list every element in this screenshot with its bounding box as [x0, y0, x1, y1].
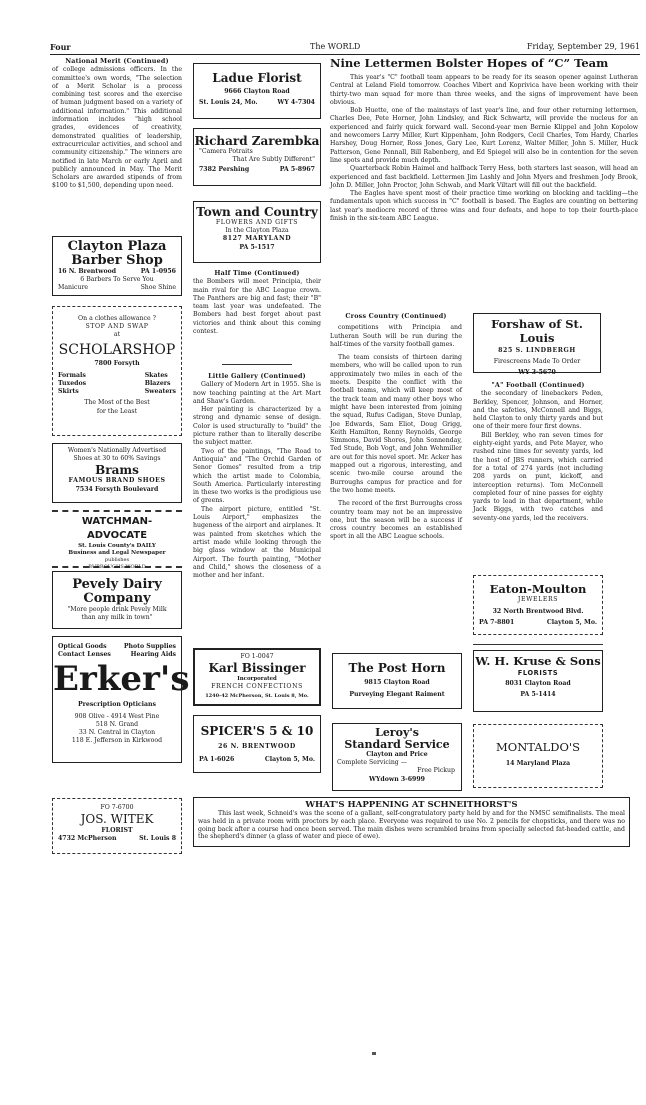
little-gallery-article	[193, 372, 321, 580]
ad-tagline-2: for the Least	[96, 407, 138, 415]
ad-richard-zarembka	[193, 128, 321, 186]
ad-line: Business and Legal Newspaper	[68, 550, 166, 556]
ad-line: Women's Nationally Advertised	[67, 447, 167, 454]
ad-name-2: Standard Service	[344, 738, 450, 751]
schneithorst-box	[193, 797, 630, 847]
paragraph: Her painting is characterized by a strong and dynamic sense of design. Color is used structurally to "build" the picture rather than to literally describe the subject matter.	[193, 406, 321, 447]
ad-name: Erker's	[53, 659, 190, 700]
ad-sub: FLOWERS AND GIFTS	[215, 219, 299, 226]
ad-phone: FO 1-0047	[240, 653, 274, 660]
paragraph: Gallery of Modern Art in 1955. She is now teaching painting at the Art Mart and Shaw's Garden.	[193, 381, 321, 405]
ad-sub: JEWELERS	[517, 596, 559, 603]
paragraph: This year's "C" football team appears to be ready for its season opener against Lutheran Central at Leland Field tomorrow. Coaches Vibert and Koprivica have been working with their thirty-two man squad for more than three weeks, and the signs of improvement have been obvious.	[330, 74, 638, 106]
ad-address: 7800 Forsyth	[94, 359, 140, 367]
ad-tagline-2: That Are Subtly Different"	[232, 156, 315, 164]
ad-wh-kruse	[473, 650, 603, 712]
ad-line: BURROUGHS WORLD	[88, 564, 146, 570]
paragraph: The airport picture, entitled "St. Louis Airport," emphasizes the hugeness of the airport and airplanes. It was painted from sketches which the artist made while looking through the big glass window at the Municipal Airport. The fourth painting, "Mother and Child," shows the closeness of a mother and her infant.	[193, 505, 321, 580]
ad-service-left: Manicure	[58, 284, 89, 292]
ad-address: 32 North Brentwood Blvd.	[492, 608, 584, 616]
ad-address: 825 S. LINDBERGH	[498, 347, 576, 354]
article-body	[473, 390, 603, 523]
ad-name: Forshaw of St. Louis	[491, 317, 583, 345]
ad-address: 518 N. Grand	[95, 720, 139, 728]
ad-item: Skates	[144, 371, 168, 379]
ad-name: Leroy's	[375, 726, 419, 739]
ad-name: The Post Horn	[348, 661, 446, 675]
ad-phone: PA 5-1517	[239, 243, 275, 251]
ad-name: Brams	[95, 463, 139, 478]
ad-service-right: Shoe Shine	[140, 284, 176, 292]
ad-tagline: "More people drink Pevely Milk	[67, 606, 167, 613]
ad-line: STOP AND SWAP	[85, 323, 149, 331]
ad-name: Town and Country	[196, 205, 318, 219]
ad-jos-witek	[52, 798, 182, 854]
ad-address: 9815 Clayton Road	[364, 679, 430, 686]
ad-item: Blazers	[144, 380, 171, 388]
ad-name: W. H. Kruse & Sons	[475, 654, 601, 668]
article-body	[193, 381, 321, 580]
article-body: of college admissions officers. In the committee's own words, "The selection of a Merit Scholar is a process combining test scores and the exercise of human judgment based on a variety of additional information." This additional information includes "high school grades, evidences of creativity, demonstrated qualities of leadership, extracurricular activities, and school and community citizenship." The winners are notified in late March or early April and publicly announced in May. The Merit Scholars are awarded stipends of from $100 to $1,500, depending upon need.	[52, 66, 182, 190]
divider	[222, 364, 292, 365]
ad-karl-bissinger	[193, 648, 321, 706]
ad-city: St. Louis 8	[139, 835, 176, 843]
ad-line: Clayton and Price	[366, 751, 428, 758]
ad-address: 8127 MARYLAND	[222, 235, 292, 243]
ad-phone: PA 1-6026	[199, 756, 235, 764]
divider	[473, 644, 603, 645]
paragraph: The team consists of thirteen daring members, who will be called upon to run approximately two miles in each of the meets. Despite the conflict with the football teams, which will keep most of the track team and many other boys who might have been interested from joining the squad, Rufus Cadigan, Steve Dunlap, Joe Edwards, Sam Eliot, Doug Grigg, Keith Hamilton, Renny Reynolds, George Simmons, David Shores, John Sonnenday, Ted Stude, Bob Vogt, and John Wehmiller are out for this novel sport. Mr. Acker has mapped out a rigorous, interesting, and scenic two-mile course around the Burroughs campus for practice and for the two home meets.	[330, 354, 462, 494]
ad-line: St. Louis County's DAILY	[78, 543, 156, 549]
article-body: This last week, Schneid's was the scene of a gallant, self-congratulatory party held by and for the NMSC semifinalists. The meal was held in a private room with proctors by each place. Everyone was required to use No. 2 pencils for chopsticks, and there was no going back after a course had once been served. The main dishes were scrambled brains from specially selected fat-headed cattle, and the shepherd's dinner (a glass of water and piece of ewe).	[198, 810, 625, 841]
ad-line: In the Clayton Plaza	[225, 227, 289, 235]
ad-leroys	[332, 723, 462, 791]
ad-eaton-moulton	[473, 575, 603, 635]
ad-ladue-florist	[193, 63, 321, 119]
ad-address: 33 N. Central in Clayton	[78, 729, 156, 737]
ad-name-2: Company	[83, 591, 151, 606]
issue-date: Friday, September 29, 1961	[526, 42, 640, 51]
article-title: Half Time (Continued)	[214, 269, 300, 277]
paragraph: competitions with Principia and Lutheran South will be run during the half-times of the varsity football games.	[330, 324, 462, 348]
ad-phone: PA 5-8967	[279, 166, 315, 174]
ad-line: publishes	[104, 557, 130, 563]
national-merit-article	[52, 57, 182, 191]
paragraph: the secondary of linebackers Peden, Berkley, Spencer, Johnson, and Horner, and the safeties, McConnell and Biggs, held Clayton to only thirty yards and but one of their mere four first downs.	[473, 390, 603, 431]
ad-address: 14 Maryland Plaza	[505, 760, 571, 767]
article-title: Cross Country (Continued)	[345, 312, 447, 320]
ad-name: WATCHMAN-ADVOCATE	[81, 516, 153, 541]
paragraph: The record of the first Burroughs cross country team may not be an impressive one, but the season will be a success if cross country becomes an established sport in all the ABC League schools.	[330, 500, 462, 541]
ad-sub: FRENCH CONFECTIONS	[211, 683, 303, 691]
ad-post-horn	[332, 653, 462, 709]
ad-scholarshop	[52, 306, 182, 436]
ad-items-left	[58, 372, 86, 397]
ad-address: 7534 Forsyth Boulevard	[75, 485, 159, 493]
paragraph: Bill Berkley, who ran seven times for eighty-eight yards, and Pete Mayer, who rushed nine times for seventy yards, led the host of JBS runners, which carried for a total of 274 yards (not including 208 yards on punt, kickoff, and interception returns). Tom McConnell completed four of nine passes for eighty yards to lead in that department, while Jack Biggs, with two catches and seventy-one yards, led the receivers.	[473, 431, 603, 522]
cross-country-article	[330, 312, 462, 542]
article-title: "A" Football (Continued)	[491, 381, 585, 389]
ad-tagline: Purveying Elegant Raiment	[349, 691, 445, 699]
ad-phone: WY 4-7304	[277, 99, 315, 107]
ad-sub: FAMOUS BRAND SHOES	[68, 477, 166, 485]
ad-name: SPICER'S 5 & 10	[200, 724, 314, 738]
ad-tagline: "Camera Potraits	[199, 148, 253, 155]
ad-montaldos	[473, 724, 603, 788]
ad-address: 7382 Pershing	[199, 166, 250, 174]
ad-name-2: Barber Shop	[71, 253, 163, 268]
ad-line: at	[113, 331, 121, 339]
article-headline: Nine Lettermen Bolster Hopes of “C” Team	[330, 56, 609, 70]
ad-item: Formals	[58, 371, 86, 379]
paragraph: Bob Huette, one of the mainstays of last year's line, and four other returning lettermen, Charles Dee, Pete Horner, John Lindsley, and Rick Schwartz, will provide the nucleus for an experienced and fairly quick forward wall. Second-year men Bernie Klippel and John Kopolow and newcomers Larry Miller, Kurt Kippenham, John Rodgers, Cecil Charles, Tom Hardy, Charles Harshey, Doug Horner, Ross Jones, Gary Lee, Kurt Lorenz, Walter Miller, John S. Miller, Huck Patterson, Gene Pennall, Bill Rabenberg, and Ed Spiegel will also be in contention for the seven line spots and provide much depth.	[330, 107, 638, 164]
paragraph: Quarterback Robin Haimel and halfback Terry Hess, both starters last season, will head an experienced and fast backfield. Lettermen Jim Lashly and John Myers and freshmen Jody Brook, John D. Miller, John Proctor, John Schwab, and Mark Viltart will fill out the backfield.	[330, 165, 638, 189]
ad-item: Tuxedos	[58, 380, 87, 388]
ad-address: 16 N. Brentwood	[58, 268, 117, 275]
a-football-article	[473, 381, 603, 523]
ad-address: 26 N. BRENTWOOD	[218, 743, 296, 750]
ad-item: Sweaters	[144, 388, 176, 396]
ad-tagline-2: than any milk in town"	[81, 614, 153, 622]
ad-tagline: 6 Barbers To Serve You	[80, 276, 154, 284]
ad-item: Skirts	[58, 388, 79, 396]
ad-name: Ladue Florist	[212, 71, 302, 85]
ad-name: Eaton-Moulton	[489, 582, 587, 596]
ad-service: Hearing Aids	[130, 651, 176, 659]
ad-sub: Prescription Opticians	[77, 701, 157, 709]
c-team-article	[330, 56, 638, 223]
ad-brams	[52, 443, 182, 503]
article-title: Little Gallery (Continued)	[208, 372, 306, 380]
article-body	[330, 324, 462, 541]
ad-phone: PA 7-8801	[479, 619, 515, 627]
ad-name: JOS. WITEK	[80, 812, 154, 827]
ad-watchman-advocate	[52, 510, 182, 568]
article-title: National Merit (Continued)	[65, 57, 169, 65]
ad-address: 8031 Clayton Road	[505, 680, 571, 688]
ad-erkers	[52, 636, 190, 763]
ad-name: Richard Zarembka	[194, 134, 320, 148]
ad-forshaw	[473, 313, 601, 377]
article-body	[330, 74, 638, 223]
ad-service: Photo Supplies	[123, 643, 176, 650]
ad-spicers	[193, 715, 321, 773]
ad-line: On a clothes allowance ?	[78, 315, 156, 322]
ad-service: Optical Goods	[58, 643, 107, 650]
ad-address: 908 Olive - 4914 West Pine	[74, 712, 160, 720]
ad-line: Shoes at 30 to 60% Savings	[73, 455, 161, 463]
paragraph: The Eagles have spent most of their practice time working on blocking and tackling—the fundamentals upon which success in "C" football is based. The Eagles are counting on bettering last year's mediocre record of three wins and four defeats, and hope to top their fourth-place finish in the six-team ABC League.	[330, 190, 638, 223]
ad-address: 1240-42 McPherson, St. Louis 8, Mo.	[205, 692, 309, 699]
ad-items-right	[145, 372, 176, 397]
ad-pevely-dairy	[52, 571, 182, 629]
ad-address: 118 E. Jefferson in Kirkwood	[71, 737, 163, 745]
ad-line: Complete Servicing —	[337, 759, 407, 767]
ad-sub: FLORISTS	[517, 669, 559, 677]
ad-name: SCHOLARSHOP	[58, 341, 176, 358]
ad-name: Clayton Plaza	[67, 239, 167, 254]
ad-line: Free Pickup	[417, 767, 455, 775]
ad-tagline: Firescreens Made To Order	[493, 358, 581, 366]
article-body: the Bombers will meet Principia, their main rival for the ABC League crown. The Panthers are big and fast; their "B" team last year was undefeated. The Bombers had best forget about past victories and think about this coming contest.	[193, 278, 321, 336]
ad-sub: FLORIST	[101, 827, 133, 835]
page-header	[50, 40, 640, 55]
ad-town-and-country	[193, 201, 321, 263]
ad-phone: PA 5-1414	[520, 691, 556, 699]
ad-city: Clayton 5, Mo.	[264, 756, 315, 764]
ad-name: Karl Bissinger	[208, 661, 306, 676]
article-headline: WHAT'S HAPPENING AT SCHNEITHORST'S	[305, 800, 518, 810]
paragraph: Two of the paintings, "The Road to Antioquia" and "The Orchid Garden of Senor Gomes" resulted from a trip which the artist made to Colombia, South America. Particularly interesting in these two works is the prodigious use of greens.	[193, 447, 321, 505]
ad-phone: WYdown 3-6999	[369, 775, 425, 783]
ad-clayton-plaza	[52, 236, 182, 296]
ad-name: MONTALDO'S	[496, 740, 580, 754]
ad-phone: FO 7-6700	[100, 804, 134, 811]
print-speck	[372, 1052, 376, 1055]
ad-city: St. Louis 24, Mo.	[199, 99, 258, 107]
page-number: Four	[50, 42, 71, 52]
ad-phone: WY 3-5670	[518, 369, 556, 377]
ad-name: Pevely Dairy	[72, 577, 162, 592]
ad-city: Clayton 5, Mo.	[546, 619, 597, 627]
ad-tagline: The Most of the Best	[84, 399, 150, 407]
half-time-article	[193, 269, 321, 336]
ad-inc: Incorporated	[237, 676, 277, 683]
ad-address: 4732 McPherson	[58, 835, 117, 843]
ad-phone: PA 1-0956	[140, 268, 176, 275]
ad-service: Contact Lenses	[58, 651, 111, 659]
ad-address: 9666 Clayton Road	[224, 88, 290, 95]
paper-name: The WORLD	[310, 42, 361, 51]
